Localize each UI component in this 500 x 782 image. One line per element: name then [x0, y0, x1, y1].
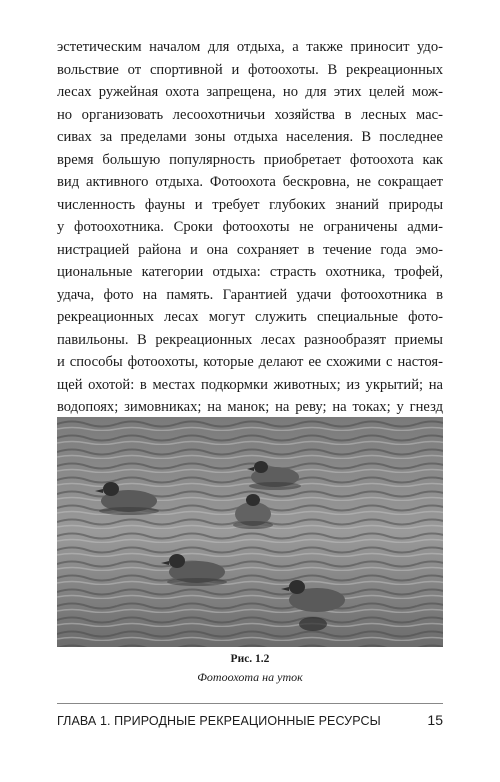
- text-line: щей охотой: в местах подкормки животных; из укрытий; на: [57, 376, 443, 393]
- running-footer-chapter: ГЛАВА 1. ПРИРОДНЫЕ РЕКРЕАЦИОННЫЕ РЕСУРСЫ: [57, 714, 381, 728]
- text-line: павильоны. В рекреационных лесах разнообразят приемы: [57, 331, 443, 348]
- text-line: вольствие от спортивной и фотоохоты. В рекреационных: [57, 61, 443, 78]
- text-line: вид активного отдыха. Фотоохота бескровна, не сокращает: [57, 174, 443, 190]
- figure-caption: Фотоохота на уток: [197, 670, 303, 684]
- text-line: циональные категории отдыха: страсть охотника, трофей,: [57, 264, 443, 280]
- text-line: численность фауны и требует глубоких знаний природы: [57, 196, 443, 213]
- text-line: эстетическим началом для отдыха, а также приносит удо-: [57, 39, 443, 55]
- text-line: нистрацией района и она сохраняет в течение года эмо-: [57, 241, 443, 258]
- figure-label: Рис. 1.2: [230, 653, 270, 665]
- text-line: время большую популярность приобретает фотоохота как: [57, 151, 443, 168]
- text-line: у фотоохотника. Сроки фотоохоты не ограничены адми-: [57, 219, 443, 235]
- text-line: водопоях; зимовниках; на манок; на реву; на токах; у гнезд: [57, 399, 443, 415]
- figure-ducks-photo: [57, 417, 443, 647]
- text-line: удача, фото на память. Гарантией удачи фотоохотника в: [57, 286, 443, 303]
- ducks-on-water-image: [57, 417, 443, 647]
- text-line: и способы фотоохоты, которые делают ее схожими с настоя-: [57, 354, 443, 370]
- text-line: но организовать лесоохотничьи хозяйства в лесных мас-: [57, 106, 443, 123]
- water-ripples: [57, 417, 443, 647]
- text-line: сивах за пределами зоны отдыха населения. В последнее: [57, 129, 443, 145]
- text-line: лесах ружейная охота запрещена, но для этих целей мож-: [57, 84, 443, 100]
- page-number: 15: [427, 712, 443, 728]
- paragraph-photo-hunting: [57, 36, 443, 464]
- text-line: рекреационных лесах могут служить специальные фото-: [57, 309, 443, 325]
- footer-divider: [57, 703, 443, 704]
